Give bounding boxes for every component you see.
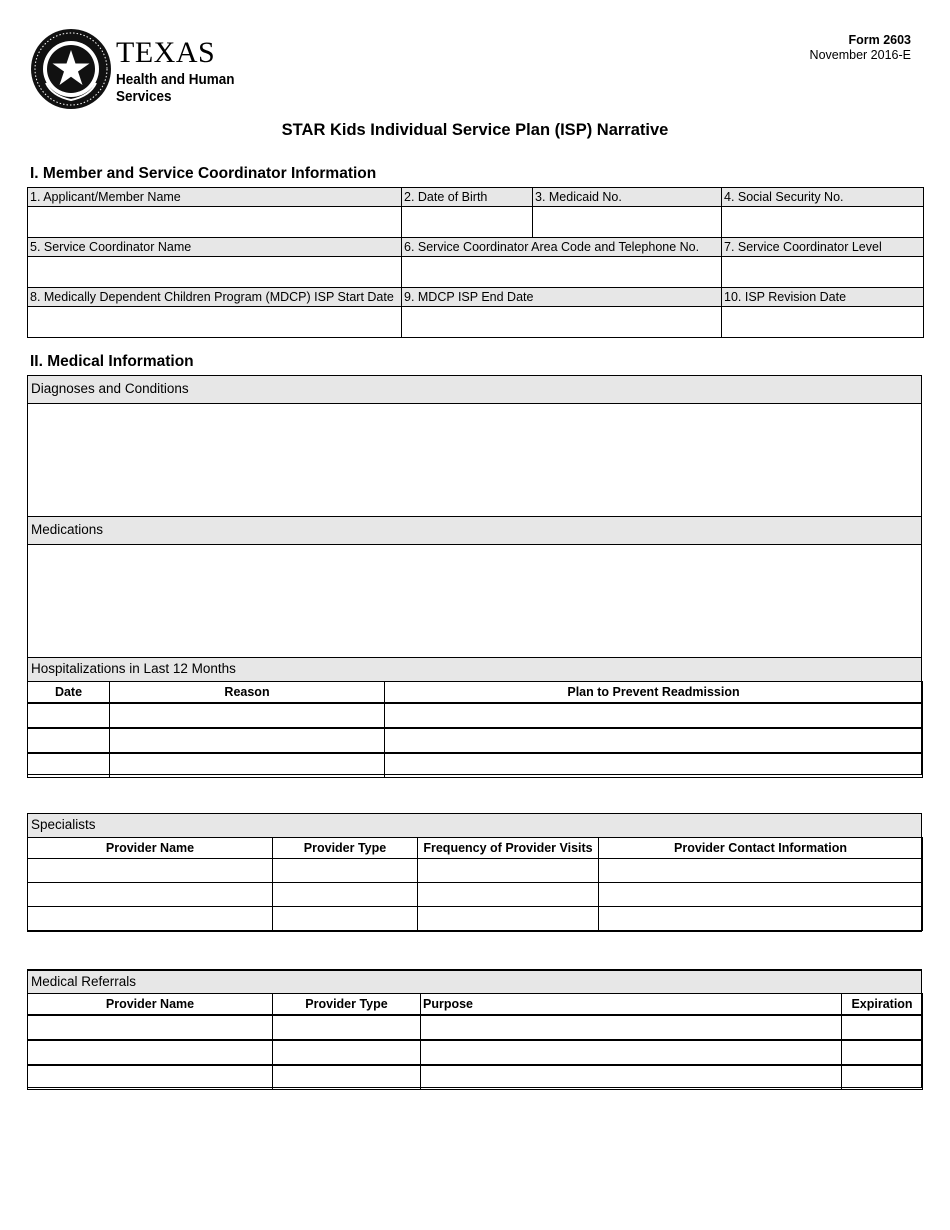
diagnoses-header: Diagnoses and Conditions (28, 376, 921, 404)
table-cell[interactable] (599, 883, 923, 907)
col-reason: Reason (110, 682, 385, 704)
col-frequency: Frequency of Provider Visits (418, 838, 599, 859)
form-date: November 2016-E (809, 48, 911, 62)
medicaid-no-label: 3. Medicaid No. (533, 188, 722, 207)
ssn-label: 4. Social Security No. (722, 188, 924, 207)
specialists-header: Specialists (28, 814, 921, 837)
coordinator-phone-field[interactable] (402, 257, 722, 288)
table-cell[interactable] (28, 1015, 273, 1040)
logo-line-3: Services (116, 88, 172, 105)
table-cell[interactable] (110, 728, 385, 753)
ssn-field[interactable] (722, 207, 924, 238)
table-cell[interactable] (110, 703, 385, 728)
table-cell[interactable] (842, 1015, 923, 1040)
isp-revision-label: 10. ISP Revision Date (722, 288, 924, 307)
dob-field[interactable] (402, 207, 533, 238)
table-cell[interactable] (273, 1040, 421, 1065)
table-cell[interactable] (418, 907, 599, 931)
dob-label: 2. Date of Birth (402, 188, 533, 207)
table-cell[interactable] (385, 703, 923, 728)
logo-line-2: Health and Human (116, 71, 235, 88)
table-cell[interactable] (273, 907, 418, 931)
isp-end-label: 9. MDCP ISP End Date (402, 288, 722, 307)
col-purpose: Purpose (421, 994, 842, 1016)
table-cell[interactable] (421, 1015, 842, 1040)
table-cell[interactable] (273, 1065, 421, 1090)
col-provider-name: Provider Name (28, 838, 273, 859)
coordinator-phone-label: 6. Service Coordinator Area Code and Telephone No. (402, 238, 722, 257)
medical-info-box (27, 375, 922, 775)
col-contact: Provider Contact Information (599, 838, 923, 859)
specialists-box (27, 813, 922, 932)
col-date: Date (28, 682, 110, 704)
table-cell[interactable] (418, 883, 599, 907)
hhs-logo (30, 28, 250, 112)
col-provider-name: Provider Name (28, 994, 273, 1016)
table-cell[interactable] (273, 1015, 421, 1040)
table-cell[interactable] (28, 1040, 273, 1065)
table-cell[interactable] (28, 728, 110, 753)
medications-field[interactable] (28, 545, 921, 658)
col-expiration: Expiration (842, 994, 923, 1016)
form-number: Form 2603 (848, 33, 911, 47)
isp-end-field[interactable] (402, 307, 722, 338)
table-cell[interactable] (28, 859, 273, 883)
section2-heading: II. Medical Information (30, 353, 194, 370)
table-cell[interactable] (385, 753, 923, 778)
table-cell[interactable] (110, 753, 385, 778)
table-cell[interactable] (421, 1040, 842, 1065)
table-cell[interactable] (28, 1065, 273, 1090)
isp-start-label: 8. Medically Dependent Children Program (MDCP) ISP Start Date (28, 288, 402, 307)
col-provider-type: Provider Type (273, 994, 421, 1016)
hospitalizations-header: Hospitalizations in Last 12 Months (28, 658, 921, 681)
applicant-name-label: 1. Applicant/Member Name (28, 188, 402, 207)
logo-texas-text: TEXAS (116, 36, 216, 69)
table-cell[interactable] (599, 907, 923, 931)
medicaid-no-field[interactable] (533, 207, 722, 238)
coordinator-level-label: 7. Service Coordinator Level (722, 238, 924, 257)
diagnoses-field[interactable] (28, 404, 921, 517)
table-cell[interactable] (842, 1040, 923, 1065)
table-cell[interactable] (28, 703, 110, 728)
table-cell[interactable] (842, 1065, 923, 1090)
coordinator-name-field[interactable] (28, 257, 402, 288)
medications-header: Medications (28, 517, 921, 545)
specialists-table (27, 837, 923, 931)
isp-revision-field[interactable] (722, 307, 924, 338)
table-cell[interactable] (385, 728, 923, 753)
table-cell[interactable] (28, 883, 273, 907)
texas-seal-icon (30, 28, 112, 110)
form-identifier (810, 33, 911, 63)
table-cell[interactable] (599, 859, 923, 883)
referrals-table (27, 993, 923, 1090)
table-cell[interactable] (418, 859, 599, 883)
coordinator-name-label: 5. Service Coordinator Name (28, 238, 402, 257)
table-cell[interactable] (28, 753, 110, 778)
col-plan: Plan to Prevent Readmission (385, 682, 923, 704)
table-cell[interactable] (421, 1065, 842, 1090)
col-provider-type: Provider Type (273, 838, 418, 859)
applicant-name-field[interactable] (28, 207, 402, 238)
coordinator-level-field[interactable] (722, 257, 924, 288)
table-cell[interactable] (273, 883, 418, 907)
referrals-box (27, 969, 922, 1088)
member-info-table (27, 187, 924, 338)
logo-subtitle (116, 71, 235, 105)
page-title: STAR Kids Individual Service Plan (ISP) Narrative (281, 121, 669, 139)
hospitalizations-table (27, 681, 923, 778)
isp-start-field[interactable] (28, 307, 402, 338)
table-cell[interactable] (28, 907, 273, 931)
referrals-header: Medical Referrals (28, 971, 921, 993)
section1-heading: I. Member and Service Coordinator Information (30, 165, 377, 182)
table-cell[interactable] (273, 859, 418, 883)
